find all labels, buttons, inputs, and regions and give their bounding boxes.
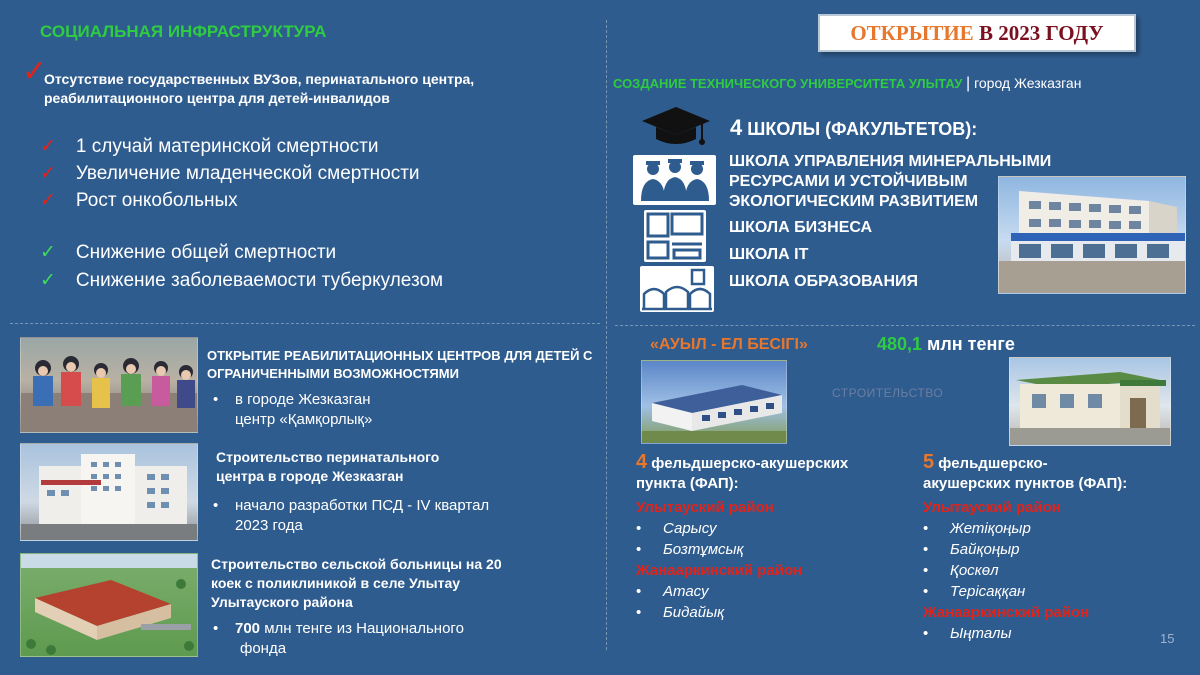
rehab-location: • в городе Жезказган (213, 391, 371, 408)
check-red-icon: ✓ (40, 190, 56, 211)
list-item: • Бозтұмсық (636, 541, 744, 558)
modular-building-illustration-1 (642, 361, 787, 444)
positive-item: ✓ Снижение заболеваемости туберкулезом (40, 270, 444, 291)
list-item: • Бидайық (636, 604, 725, 621)
graduation-cap-icon (640, 105, 712, 149)
check-red-icon: ✓ (40, 163, 56, 184)
rural-hospital-photo (20, 553, 198, 657)
negative-item: ✓ Рост онкобольных (40, 190, 238, 211)
opening-2023-badge: ОТКРЫТИЕ В 2023 ГОДУ (818, 14, 1136, 52)
absence-block (22, 55, 602, 108)
list-item: • Жетіқоңыр (923, 520, 1031, 537)
school-business: ШКОЛА БИЗНЕСА (729, 219, 873, 236)
negative-item: ✓ Увеличение младенческой смертности (40, 163, 420, 184)
school-education: ШКОЛА ОБРАЗОВАНИЯ (729, 273, 919, 290)
absence-text: Отсутствие государственных ВУЗов, перинатального центра, реабилитационного центра для детей-инвалидов (44, 71, 475, 106)
workers-icon (633, 155, 716, 205)
fap-left-title: 4 фельдшерско-акушерских пункта (ФАП): (636, 451, 849, 492)
hospital-fund-word: фонда (240, 640, 287, 657)
perinatal-psd: • начало разработки ПСД - IV квартал (213, 497, 490, 514)
list-item: • Сарысу (636, 520, 717, 537)
perinatal-center-photo (20, 443, 198, 541)
children-photo-illustration (21, 338, 198, 433)
fap-right-list (923, 497, 1089, 644)
modular-building-illustration-2 (1010, 358, 1171, 446)
check-green-icon: ✓ (40, 270, 56, 291)
rehab-title: ОТКРЫТИЕ РЕАБИЛИТАЦИОННЫХ ЦЕНТРОВ ДЛЯ ДЕТЕЙ С ОГРАНИЧЕННЫМИ ВОЗМОЖНОСТЯМИ (207, 348, 593, 381)
fap-right-title: 5 фельдшерско- акушерских пунктов (ФАП): (923, 451, 1128, 492)
hospital-building-illustration (21, 444, 198, 541)
fap-modular-building-photo-2 (1009, 357, 1171, 446)
hospital-title: Строительство сельской больницы на 20 коек с поликлиникой в селе Улытау Улытауского района (211, 556, 502, 610)
vertical-divider (606, 20, 607, 650)
university-building-photo (998, 176, 1186, 294)
hospital-funding: • 700 млн тенге из Национального (213, 620, 464, 637)
negative-item: ✓ 1 случай материнской смертности (40, 136, 379, 157)
school-mineral: ШКОЛА УПРАВЛЕНИЯ МИНЕРАЛЬНЫМИ РЕСУРСАМИ И УСТОЙЧИВЫМ ЭКОЛОГИЧЕСКИМ РАЗВИТИЕМ (729, 153, 1052, 210)
check-green-icon: ✓ (40, 242, 56, 263)
rehab-center-name: центр «Қамқорлық» (235, 411, 373, 428)
district-label: Жанааркинский район (923, 604, 1090, 621)
perinatal-year: 2023 года (235, 517, 303, 534)
list-item: • Байқоңыр (923, 541, 1020, 558)
education-building-icon (640, 266, 714, 312)
computer-icon (644, 210, 706, 262)
district-label: Жанааркинский район (636, 562, 803, 579)
list-item: • Атасу (636, 583, 709, 600)
negatives-list (40, 133, 420, 214)
fap-left-list (636, 497, 802, 623)
university-building-illustration (999, 177, 1186, 294)
schools-count: 4 ШКОЛЫ (ФАКУЛЬТЕТОВ): (730, 115, 978, 140)
university-heading: СОЗДАНИЕ ТЕХНИЧЕСКОГО УНИВЕРСИТЕТА УЛЫТАУ | город Жезказган (613, 75, 1082, 92)
school-it: ШКОЛА IT (729, 246, 809, 263)
list-item: • Қоскөл (923, 562, 999, 579)
auyl-amount: 480,1 млн тенге (877, 334, 1015, 354)
perinatal-title: Строительство перинатального центра в городе Жезказган (216, 449, 440, 484)
list-item: • Ыңталы (923, 625, 1012, 642)
district-label: Улытауский район (923, 499, 1061, 516)
right-horizontal-divider (615, 325, 1195, 326)
rural-hospital-illustration (21, 554, 198, 657)
fap-modular-building-photo-1 (641, 360, 787, 444)
list-item: • Терісаққан (923, 583, 1026, 600)
district-label: Улытауский район (636, 499, 774, 516)
positives-list (40, 239, 443, 295)
left-horizontal-divider (10, 323, 600, 324)
check-red-icon: ✓ (22, 55, 48, 88)
page-number: 15 (1160, 631, 1175, 646)
check-red-icon: ✓ (40, 136, 56, 157)
construction-faint-label: СТРОИТЕЛЬСТВО (832, 386, 944, 400)
section-title: СОЦИАЛЬНАЯ ИНФРАСТРУКТУРА (40, 22, 327, 41)
auyl-program-title: «АУЫЛ - ЕЛ БЕСІГІ» (650, 336, 808, 353)
positive-item: ✓ Снижение общей смертности (40, 242, 337, 263)
rehab-children-photo (20, 337, 198, 433)
